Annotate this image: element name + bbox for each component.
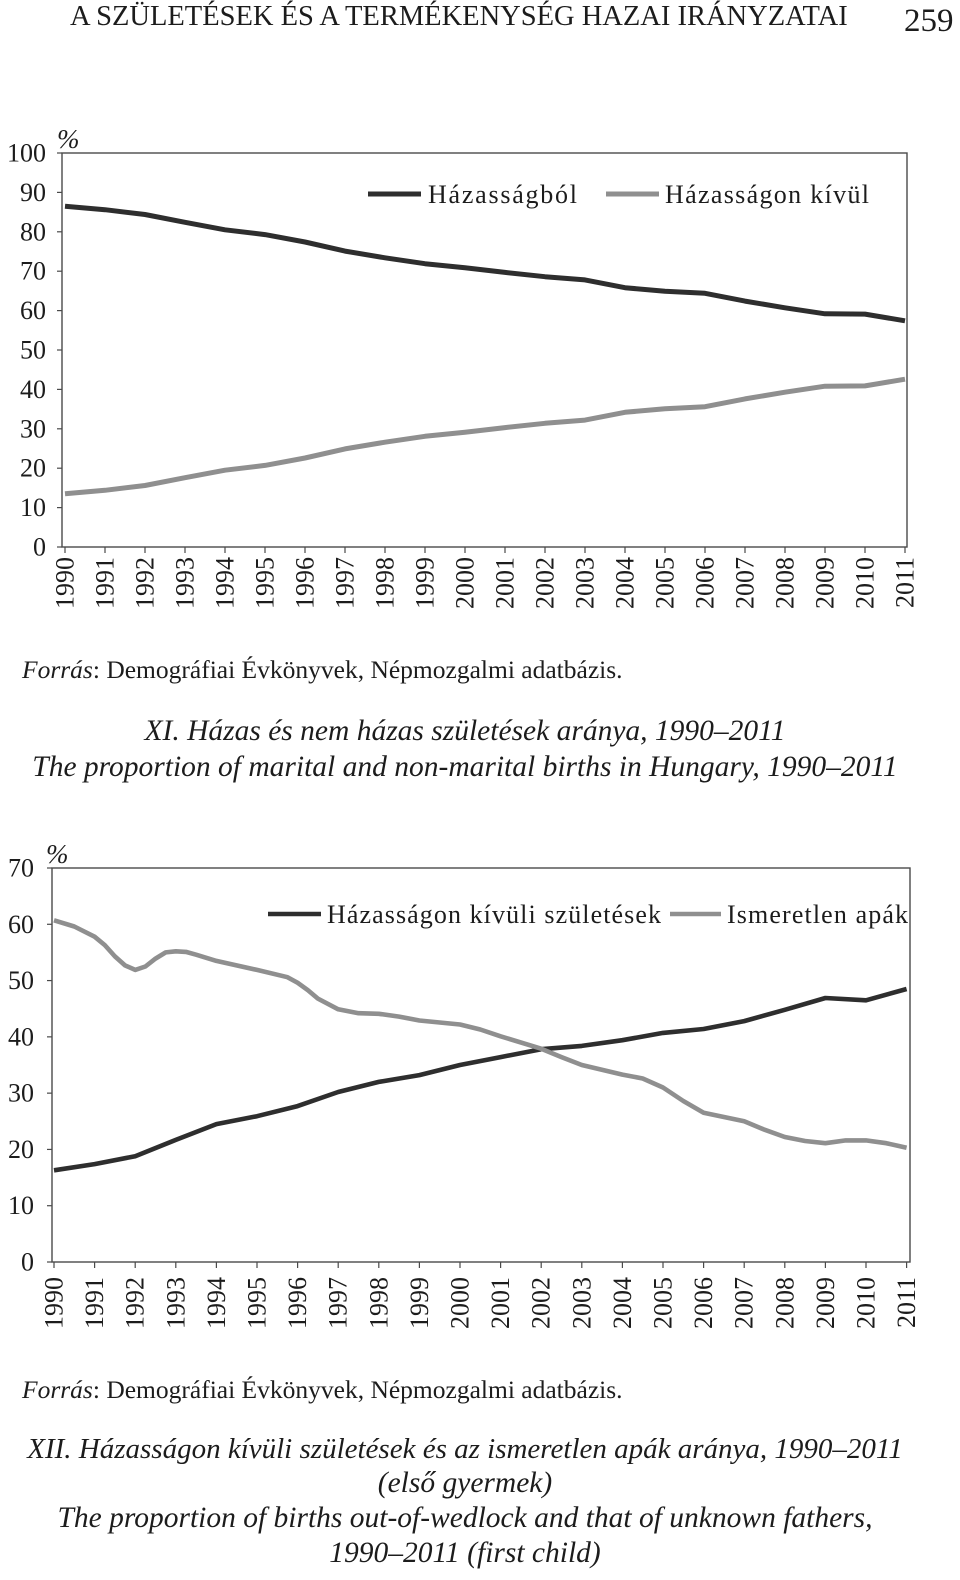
y-tick-label-0: 0: [33, 532, 46, 562]
x-tick-label-2003: 2003: [567, 1277, 597, 1329]
x-tick-label-1997: 1997: [330, 557, 360, 609]
y-tick-label-20: 20: [8, 1134, 34, 1164]
x-tick-label-2005: 2005: [648, 1277, 678, 1329]
x-tick-label-1999: 1999: [404, 1277, 434, 1329]
figure-caption-hu: XII. Házasságon kívüli születések és az ismeretlen apák aránya, 1990–2011: [27, 1433, 903, 1465]
y-tick-label-50: 50: [20, 335, 46, 365]
x-tick-label-1995: 1995: [242, 1277, 272, 1329]
y-tick-label-60: 60: [20, 296, 46, 326]
x-tick-label-2007: 2007: [729, 1277, 759, 1329]
y-tick-label-40: 40: [20, 374, 46, 404]
x-tick-label-1997: 1997: [323, 1277, 353, 1329]
figure-caption-en: The proportion of births out-of-wedlock and that of unknown fathers,: [57, 1502, 873, 1534]
source-note: [22, 1375, 623, 1405]
source-label: Forrás: [22, 655, 93, 684]
chart-marital-nonmarital-births: [0, 120, 960, 620]
x-tick-label-2008: 2008: [770, 557, 800, 609]
x-tick-label-2001: 2001: [486, 1277, 516, 1329]
x-tick-label-2009: 2009: [810, 557, 840, 609]
y-axis-unit-label: %: [57, 124, 80, 154]
y-tick-label-30: 30: [20, 414, 46, 444]
x-tick-label-2001: 2001: [490, 557, 520, 609]
x-tick-label-1995: 1995: [250, 557, 280, 609]
x-tick-label-2002: 2002: [526, 1277, 556, 1329]
figure-caption-en: The proportion of marital and non-marital births in Hungary, 1990–2011: [32, 751, 898, 783]
x-tick-label-1994: 1994: [201, 1277, 231, 1329]
x-tick-label-2003: 2003: [570, 557, 600, 609]
y-tick-label-80: 80: [20, 217, 46, 247]
x-tick-label-2008: 2008: [770, 1277, 800, 1329]
series-line-hazassagbol: [65, 206, 905, 321]
source-text: : Demográfiai Évkönyvek, Népmozgalmi adatbázis.: [92, 655, 623, 684]
x-tick-label-1992: 1992: [130, 557, 160, 609]
x-tick-label-2000: 2000: [450, 557, 480, 609]
x-tick-label-1990: 1990: [39, 1277, 69, 1329]
x-tick-label-1996: 1996: [283, 1277, 313, 1329]
figure-caption-hu-line2: (első gyermek): [377, 1467, 553, 1499]
series-line-ismeretlen-apak: [54, 920, 907, 1147]
y-tick-label-40: 40: [8, 1022, 34, 1052]
x-tick-label-2010: 2010: [851, 1277, 881, 1329]
x-tick-label-1996: 1996: [290, 557, 320, 609]
y-tick-label-60: 60: [8, 909, 34, 939]
x-tick-label-2000: 2000: [445, 1277, 475, 1329]
x-tick-label-1992: 1992: [120, 1277, 150, 1329]
legend-label-hazassagbol: Házasságból: [428, 180, 577, 209]
x-tick-label-1990: 1990: [50, 557, 80, 609]
legend-label-hazassagon-kivul: Házasságon kívül: [665, 180, 869, 209]
y-tick-label-10: 10: [20, 493, 46, 523]
x-tick-label-1991: 1991: [90, 557, 120, 609]
source-label: Forrás: [22, 1375, 93, 1404]
x-tick-label-2004: 2004: [610, 557, 640, 609]
y-tick-label-30: 30: [8, 1078, 34, 1108]
y-tick-label-90: 90: [20, 177, 46, 207]
plot-frame: [62, 153, 907, 547]
x-tick-label-1993: 1993: [161, 1277, 191, 1329]
x-tick-label-2005: 2005: [650, 557, 680, 609]
x-tick-label-2011: 2011: [890, 557, 920, 609]
x-tick-label-1998: 1998: [364, 1277, 394, 1329]
y-axis-unit-label: %: [46, 839, 69, 869]
legend-label-ismeretlen-apak: Ismeretlen apák: [727, 900, 908, 929]
x-tick-label-2002: 2002: [530, 557, 560, 609]
y-tick-label-0: 0: [21, 1247, 34, 1277]
y-tick-label-70: 70: [8, 853, 34, 883]
page-number: 259: [904, 3, 954, 39]
series-line-hazassagon-kivul: [65, 379, 905, 494]
x-tick-label-2010: 2010: [850, 557, 880, 609]
chart-outofwedlock-unknown-fathers: [0, 835, 960, 1345]
source-note: [22, 655, 623, 685]
figure-caption-en-line2: 1990–2011 (first child): [329, 1537, 601, 1569]
x-tick-label-1991: 1991: [80, 1277, 110, 1329]
x-tick-label-2009: 2009: [810, 1277, 840, 1329]
y-tick-label-70: 70: [20, 256, 46, 286]
series-line-hazassagon-kivuli-szuletesek: [54, 989, 907, 1170]
x-tick-label-2006: 2006: [690, 557, 720, 609]
source-text: : Demográfiai Évkönyvek, Népmozgalmi adatbázis.: [92, 1375, 623, 1404]
x-tick-label-1999: 1999: [410, 557, 440, 609]
x-tick-label-2004: 2004: [607, 1277, 637, 1329]
y-tick-label-10: 10: [8, 1191, 34, 1221]
figure-caption-hu: XI. Házas és nem házas születések aránya, 1990–2011: [144, 715, 786, 747]
x-tick-label-1994: 1994: [210, 557, 240, 609]
x-tick-label-2006: 2006: [689, 1277, 719, 1329]
x-tick-label-1998: 1998: [370, 557, 400, 609]
x-tick-label-1993: 1993: [170, 557, 200, 609]
y-tick-label-20: 20: [20, 453, 46, 483]
running-title: A SZÜLETÉSEK ÉS A TERMÉKENYSÉG HAZAI IRÁNYZATAI: [70, 1, 848, 32]
legend-label-hazassagon-kivuli-szuletesek: Házasságon kívüli születések: [327, 900, 661, 929]
x-tick-label-2011: 2011: [892, 1277, 922, 1329]
y-tick-label-50: 50: [8, 966, 34, 996]
y-tick-label-100: 100: [7, 138, 46, 168]
x-tick-label-2007: 2007: [730, 557, 760, 609]
